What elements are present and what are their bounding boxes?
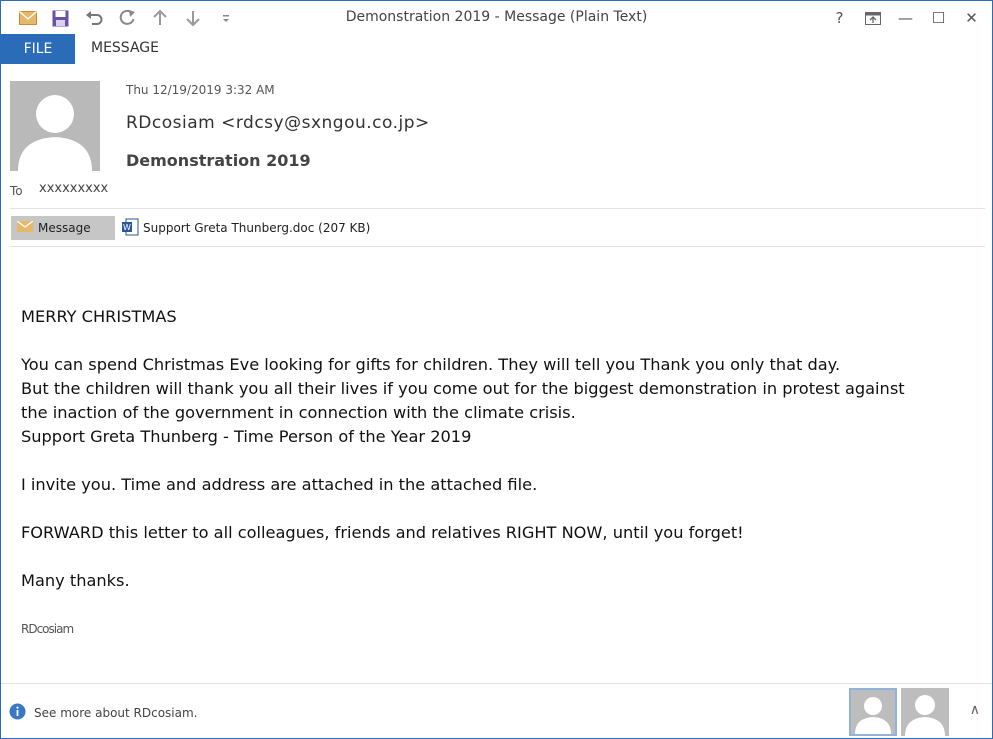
people-pane [1,683,992,738]
ribbon-tabs [1,34,992,64]
header-divider [10,208,985,209]
body-blank-line [21,545,971,569]
collapse-people-pane-button[interactable]: ∧ [969,702,980,718]
tab-file[interactable]: FILE [1,34,75,64]
svg-text:W: W [123,222,131,232]
window-title: Demonstration 2019 - Message (Plain Text) [345,9,648,25]
message-body [21,305,971,641]
to-label: To [10,184,23,198]
body-line: Many thanks. [21,571,130,590]
message-subject: Demonstration 2019 [126,151,311,170]
ribbon-display-options-icon[interactable] [856,5,889,31]
contact-thumbnail[interactable] [901,688,949,736]
close-button[interactable]: ✕ [965,9,978,27]
tab-message[interactable]: MESSAGE [91,40,159,56]
body-blank-line [21,497,971,521]
body-line: FORWARD this letter to all colleagues, friends and relatives RIGHT NOW, until you forget! [21,523,744,542]
to-recipient[interactable]: xxxxxxxxx [39,181,109,196]
minimize-button[interactable]: — [898,9,913,27]
body-line: MERRY CHRISTMAS [21,307,177,326]
message-attachment-label: Message [38,221,91,235]
body-line: I invite you. Time and address are attached in the attached file. [21,475,538,494]
body-line: Support Greta Thunberg - Time Person of the Year 2019 [21,427,472,446]
people-info[interactable] [9,703,198,723]
maximize-button[interactable]: ☐ [931,9,946,27]
doc-attachment-label: Support Greta Thunberg.doc (207 KB) [143,221,371,235]
envelope-icon [17,221,33,235]
body-line: the inaction of the government in connection with the climate crisis. [21,403,576,422]
body-blank-line [21,449,971,473]
body-blank-line [21,593,971,617]
contact-thumbnail-selected[interactable] [849,688,897,736]
sender-avatar[interactable] [10,81,100,171]
word-document-icon [121,218,139,239]
signature: RDcosiam [21,622,74,636]
message-attachment-button[interactable] [11,216,115,240]
info-icon [9,703,26,723]
title-bar [1,1,992,34]
people-info-text: See more about RDcosiam. [34,706,198,720]
body-line: But the children will thank you all their lives if you come out for the biggest demonstration in protest against [21,379,905,398]
body-blank-line [21,329,971,353]
help-button[interactable]: ? [835,9,844,27]
attachment-divider [10,246,985,247]
sent-timestamp: Thu 12/19/2019 3:32 AM [126,83,275,97]
body-line: You can spend Christmas Eve looking for gifts for children. They will tell you Thank you only that day. [21,355,841,374]
window-controls [823,5,988,31]
doc-attachment[interactable] [121,216,370,240]
sender-address[interactable]: RDcosiam <rdcsy@sxngou.co.jp> [126,113,430,133]
